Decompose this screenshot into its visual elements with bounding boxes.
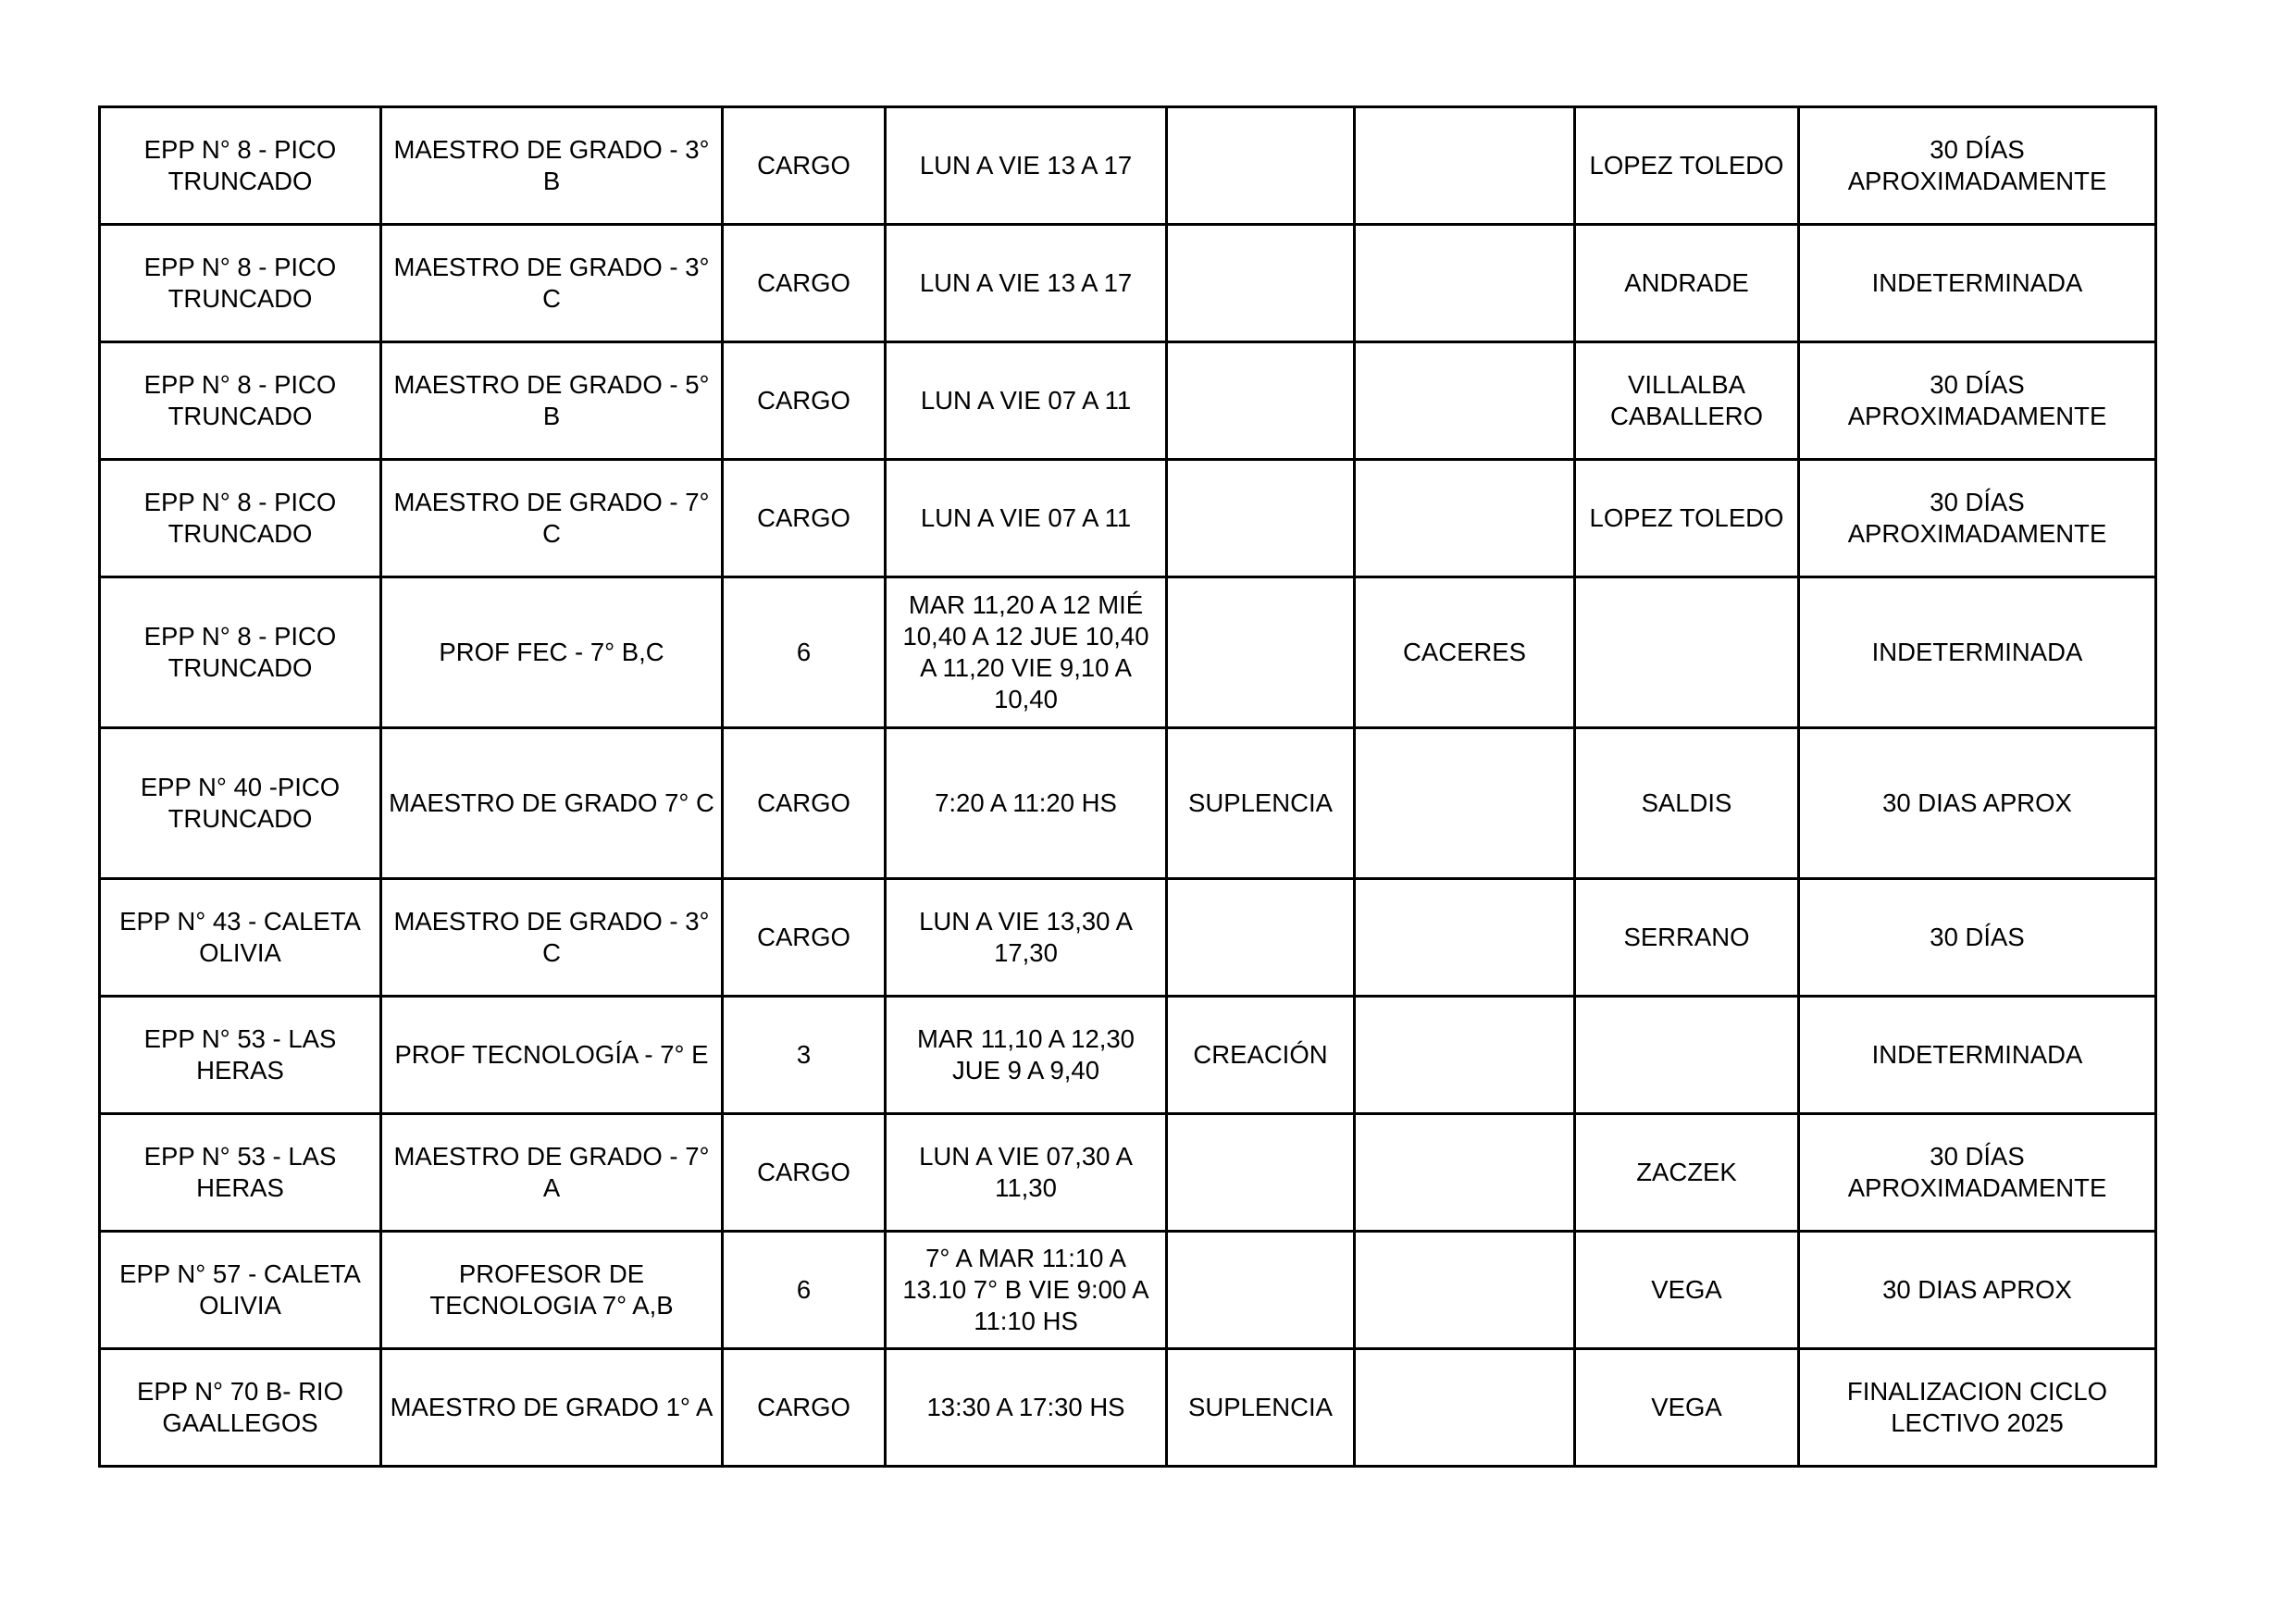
replaced-cell bbox=[1355, 997, 1575, 1114]
vacancy-table-page bbox=[98, 105, 2154, 1468]
schedule-cell: 7:20 A 11:20 HS bbox=[886, 728, 1167, 879]
holder-cell: LOPEZ TOLEDO bbox=[1575, 460, 1799, 577]
holder-cell: VILLALBA CABALLERO bbox=[1575, 342, 1799, 460]
duration-cell: 30 DÍAS APROXIMADAMENTE bbox=[1799, 460, 2156, 577]
replaced-cell bbox=[1355, 728, 1575, 879]
type-cell: CARGO bbox=[723, 728, 886, 879]
schedule-cell: LUN A VIE 13 A 17 bbox=[886, 225, 1167, 342]
duration-cell: 30 DIAS APROX bbox=[1799, 728, 2156, 879]
holder-cell: ZACZEK bbox=[1575, 1114, 1799, 1232]
replaced-cell: CACERES bbox=[1355, 577, 1575, 728]
position-cell: MAESTRO DE GRADO - 3° C bbox=[381, 225, 723, 342]
duration-cell: INDETERMINADA bbox=[1799, 225, 2156, 342]
school-cell: EPP N° 8 - PICO TRUNCADO bbox=[100, 460, 381, 577]
school-cell: EPP N° 43 - CALETA OLIVIA bbox=[100, 879, 381, 997]
position-cell: MAESTRO DE GRADO - 3° B bbox=[381, 107, 723, 225]
school-cell: EPP N° 53 - LAS HERAS bbox=[100, 1114, 381, 1232]
table-row bbox=[100, 460, 2156, 577]
duration-cell: 30 DÍAS APROXIMADAMENTE bbox=[1799, 1114, 2156, 1232]
school-cell: EPP N° 40 -PICO TRUNCADO bbox=[100, 728, 381, 879]
situation-cell bbox=[1167, 879, 1355, 997]
situation-cell bbox=[1167, 460, 1355, 577]
position-cell: MAESTRO DE GRADO - 5° B bbox=[381, 342, 723, 460]
schedule-cell: 13:30 A 17:30 HS bbox=[886, 1349, 1167, 1467]
holder-cell: SERRANO bbox=[1575, 879, 1799, 997]
type-cell: CARGO bbox=[723, 342, 886, 460]
type-cell: CARGO bbox=[723, 1114, 886, 1232]
holder-cell bbox=[1575, 997, 1799, 1114]
replaced-cell bbox=[1355, 1349, 1575, 1467]
holder-cell: VEGA bbox=[1575, 1349, 1799, 1467]
table-row bbox=[100, 577, 2156, 728]
schedule-cell: MAR 11,10 A 12,30 JUE 9 A 9,40 bbox=[886, 997, 1167, 1114]
school-cell: EPP N° 8 - PICO TRUNCADO bbox=[100, 577, 381, 728]
type-cell: CARGO bbox=[723, 879, 886, 997]
holder-cell: VEGA bbox=[1575, 1232, 1799, 1349]
type-cell: CARGO bbox=[723, 107, 886, 225]
position-cell: MAESTRO DE GRADO 1° A bbox=[381, 1349, 723, 1467]
holder-cell: ANDRADE bbox=[1575, 225, 1799, 342]
duration-cell: 30 DÍAS APROXIMADAMENTE bbox=[1799, 107, 2156, 225]
situation-cell: SUPLENCIA bbox=[1167, 1349, 1355, 1467]
table-row bbox=[100, 879, 2156, 997]
table-body bbox=[100, 107, 2156, 1467]
school-cell: EPP N° 70 B- RIO GAALLEGOS bbox=[100, 1349, 381, 1467]
schedule-cell: LUN A VIE 13 A 17 bbox=[886, 107, 1167, 225]
position-cell: PROF TECNOLOGÍA - 7° E bbox=[381, 997, 723, 1114]
table-row bbox=[100, 107, 2156, 225]
replaced-cell bbox=[1355, 460, 1575, 577]
schedule-cell: MAR 11,20 A 12 MIÉ 10,40 A 12 JUE 10,40 A 11,20 VIE 9,10 A 10,40 bbox=[886, 577, 1167, 728]
type-cell: CARGO bbox=[723, 1349, 886, 1467]
school-cell: EPP N° 57 - CALETA OLIVIA bbox=[100, 1232, 381, 1349]
replaced-cell bbox=[1355, 879, 1575, 997]
position-cell: PROF FEC - 7° B,C bbox=[381, 577, 723, 728]
position-cell: MAESTRO DE GRADO - 7° A bbox=[381, 1114, 723, 1232]
type-cell: CARGO bbox=[723, 225, 886, 342]
table-row bbox=[100, 1232, 2156, 1349]
situation-cell: CREACIÓN bbox=[1167, 997, 1355, 1114]
duration-cell: FINALIZACION CICLO LECTIVO 2025 bbox=[1799, 1349, 2156, 1467]
table-row bbox=[100, 997, 2156, 1114]
holder-cell: SALDIS bbox=[1575, 728, 1799, 879]
position-cell: MAESTRO DE GRADO 7° C bbox=[381, 728, 723, 879]
schedule-cell: LUN A VIE 13,30 A 17,30 bbox=[886, 879, 1167, 997]
situation-cell bbox=[1167, 225, 1355, 342]
replaced-cell bbox=[1355, 1114, 1575, 1232]
situation-cell bbox=[1167, 1232, 1355, 1349]
duration-cell: INDETERMINADA bbox=[1799, 577, 2156, 728]
table-row bbox=[100, 728, 2156, 879]
schedule-cell: 7° A MAR 11:10 A 13.10 7° B VIE 9:00 A 11:10 HS bbox=[886, 1232, 1167, 1349]
holder-cell bbox=[1575, 577, 1799, 728]
table-row bbox=[100, 1114, 2156, 1232]
duration-cell: 30 DÍAS bbox=[1799, 879, 2156, 997]
replaced-cell bbox=[1355, 107, 1575, 225]
type-cell: 3 bbox=[723, 997, 886, 1114]
schedule-cell: LUN A VIE 07 A 11 bbox=[886, 342, 1167, 460]
type-cell: CARGO bbox=[723, 460, 886, 577]
duration-cell: 30 DIAS APROX bbox=[1799, 1232, 2156, 1349]
school-cell: EPP N° 8 - PICO TRUNCADO bbox=[100, 107, 381, 225]
position-cell: MAESTRO DE GRADO - 3° C bbox=[381, 879, 723, 997]
position-cell: MAESTRO DE GRADO - 7° C bbox=[381, 460, 723, 577]
replaced-cell bbox=[1355, 342, 1575, 460]
schedule-cell: LUN A VIE 07,30 A 11,30 bbox=[886, 1114, 1167, 1232]
replaced-cell bbox=[1355, 225, 1575, 342]
schedule-cell: LUN A VIE 07 A 11 bbox=[886, 460, 1167, 577]
situation-cell bbox=[1167, 342, 1355, 460]
type-cell: 6 bbox=[723, 1232, 886, 1349]
situation-cell bbox=[1167, 107, 1355, 225]
school-cell: EPP N° 8 - PICO TRUNCADO bbox=[100, 342, 381, 460]
table-row bbox=[100, 342, 2156, 460]
replaced-cell bbox=[1355, 1232, 1575, 1349]
type-cell: 6 bbox=[723, 577, 886, 728]
situation-cell: SUPLENCIA bbox=[1167, 728, 1355, 879]
situation-cell bbox=[1167, 577, 1355, 728]
duration-cell: INDETERMINADA bbox=[1799, 997, 2156, 1114]
situation-cell bbox=[1167, 1114, 1355, 1232]
table-row bbox=[100, 1349, 2156, 1467]
school-cell: EPP N° 8 - PICO TRUNCADO bbox=[100, 225, 381, 342]
duration-cell: 30 DÍAS APROXIMADAMENTE bbox=[1799, 342, 2156, 460]
table-row bbox=[100, 225, 2156, 342]
position-cell: PROFESOR DE TECNOLOGIA 7° A,B bbox=[381, 1232, 723, 1349]
school-cell: EPP N° 53 - LAS HERAS bbox=[100, 997, 381, 1114]
holder-cell: LOPEZ TOLEDO bbox=[1575, 107, 1799, 225]
vacancy-table bbox=[98, 105, 2157, 1468]
